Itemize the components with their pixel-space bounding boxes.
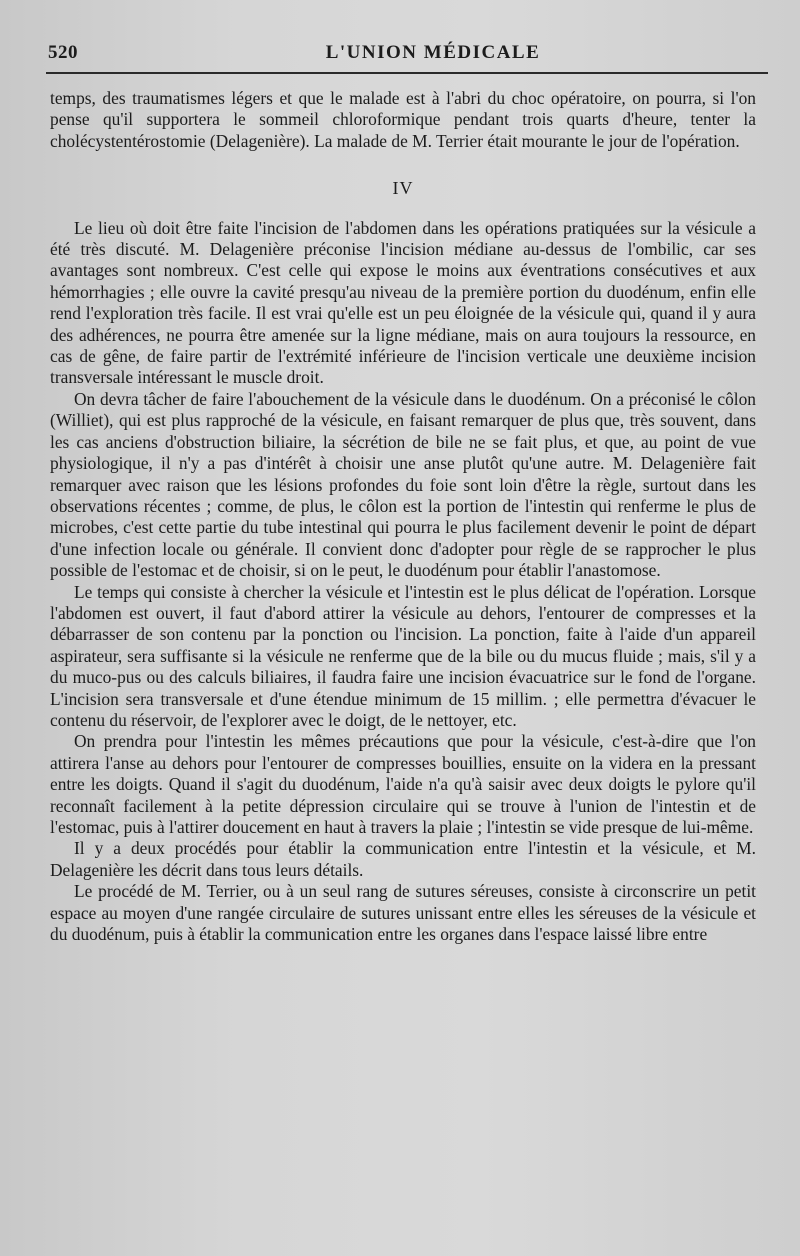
running-head <box>50 40 756 70</box>
section-heading: IV <box>392 178 414 199</box>
paragraph: Il y a deux procédés pour établir la communication entre l'intestin et la vésicule, et M. Delagenière les décrit dans tous leurs détails. <box>50 838 756 880</box>
header-rule <box>46 72 768 74</box>
paragraph: temps, des traumatismes légers et que le malade est à l'abri du choc opératoire, on pourra, si l'on pense qu'il supportera le sommeil chloroformique pendant trois quarts d'heure, tenter la cholécystentérostomie (Delagenière). La malade de M. Terrier était mourante le jour de l'opération. <box>50 88 756 151</box>
paragraph: On devra tâcher de faire l'abouchement de la vésicule dans le duodénum. On a préconisé le côlon (Williet), qui est plus rapproché de la vésicule, en faisant remarquer de plus que, très souvent, dans les cas anciens d'obstruction biliaire, la sécrétion de bile ne se fait plus, et que, au point de vue physiologique, il n'y a pas d'intérêt à choisir une anse plutôt qu'une autre. M. Delagenière fait remarquer avec raison que les lésions profondes du foie sont loin d'être la règle, surtout dans les observations récentes ; comme, de plus, le côlon est la portion de l'intestin qui renferme le plus de microbes, c'est cette partie du tube intestinal qui pourra le plus facilement devenir le point de départ d'une infection locale ou générale. Il convient donc d'adopter pour règle de se rapprocher le plus possible de l'estomac et de choisir, si on le peut, le duodénum pour établir l'anastomose. <box>50 388 756 581</box>
paragraph: On prendra pour l'intestin les mêmes précautions que pour la vésicule, c'est-à-dire que l'on attirera l'anse au dehors pour l'entourer de compresses bouillies, ensuite on la videra en la pressant entre les doigts. Quand il s'agit du duodénum, l'aide n'a qu'à saisir avec deux doigts le pylore qu'il reconnaît facilement à la petite dépression circulaire qui se trouve à l'union de l'intestin et de l'estomac, puis à l'attirer doucement en haut à travers la plaie ; l'intestin se vide presque de lui-même. <box>50 731 756 837</box>
body-text <box>50 88 756 945</box>
paragraph: Le temps qui consiste à chercher la vésicule et l'intestin est le plus délicat de l'opération. Lorsque l'abdomen est ouvert, il faut d'abord attirer la vésicule au dehors, l'entourer de compresses et la débarrasser de son contenu par la ponction ou l'incision. La ponction, faite à l'aide d'un appareil aspirateur, sera suffisante si la vésicule ne renferme que de la bile ou du mucus fluide ; mais, s'il y a du muco-pus ou des calculs biliaires, il faudra faire une incision évacuatrice sur le fond de l'organe. L'incision sera transversale et d'une étendue minimum de 15 millim. ; elle permettra d'évacuer le contenu du réservoir, de l'explorer avec le doigt, de le nettoyer, etc. <box>50 581 756 730</box>
paragraph: Le procédé de M. Terrier, ou à un seul rang de sutures séreuses, consiste à circonscrire un petit espace au moyen d'une rangée circulaire de sutures unissant entre elles les séreuses de la vésicule et du duodénum, puis à établir la communication entre les organes dans l'espace laissé libre entre <box>50 881 756 945</box>
paragraph: Le lieu où doit être faite l'incision de l'abdomen dans les opérations pratiquées sur la vésicule a été très discuté. M. Delagenière préconise l'incision médiane au-dessus de l'ombilic, car ses avantages sont nombreux. C'est celle qui expose le moins aux éventrations consécutives et aux hémorrhagies ; elle ouvre la cavité presqu'au niveau de la première portion du duodénum, enfin elle rend l'exploration très facile. Il est vrai qu'elle est un peu éloignée de la vésicule qui, quand il y aura des adhérences, ne pourra être amenée sur la ligne médiane, mais on aura toujours la ressource, en cas de gêne, de faire partir de l'extrémité inférieure de l'incision verticale une deuxième incision transversale intéressant le muscle droit. <box>50 217 756 388</box>
page-number: 520 <box>48 42 78 63</box>
running-title: L'UNION MÉDICALE <box>325 42 541 63</box>
